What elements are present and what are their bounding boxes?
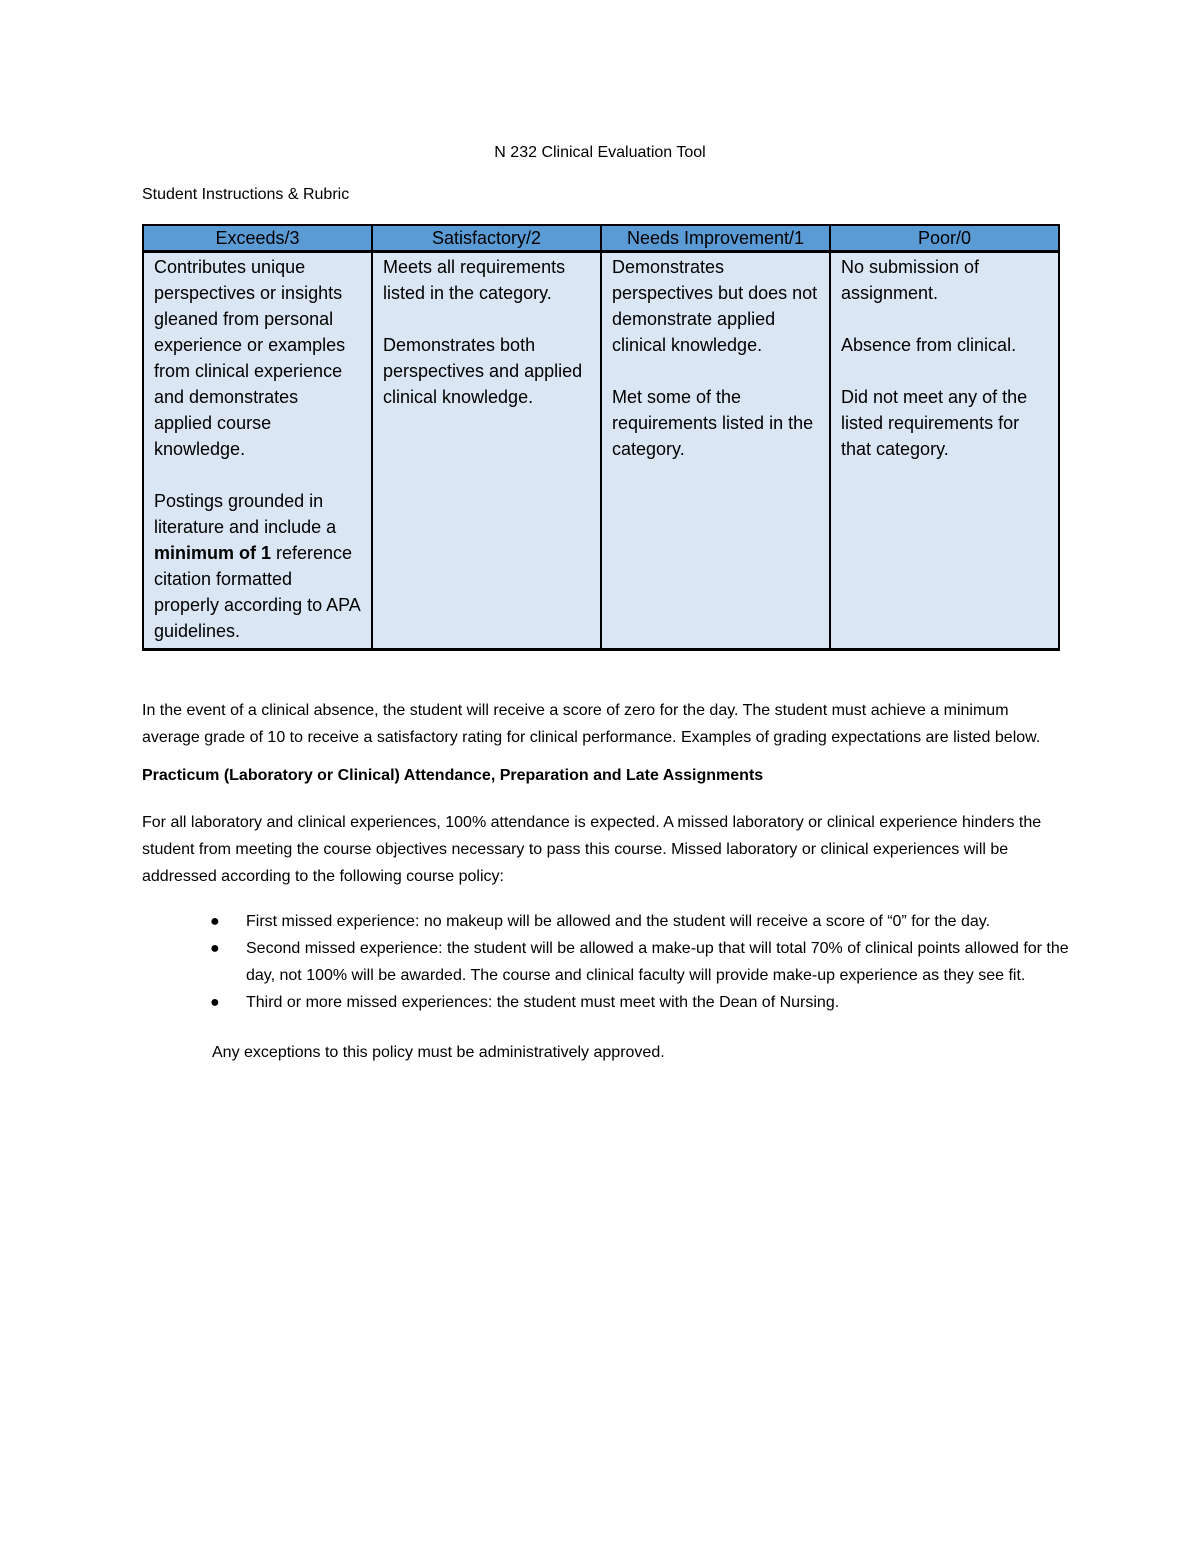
rubric-cell-exceeds xyxy=(143,252,372,650)
bullet-icon: ● xyxy=(210,940,220,957)
rubric-cell-needs-improvement xyxy=(601,252,830,650)
citation-text-before: Postings grounded in literature and include a xyxy=(154,491,337,537)
rubric-header-needs-improvement: Needs Improvement/1 xyxy=(601,225,830,252)
policy-item-text: Third or more missed experiences: the student must meet with the Dean of Nursing. xyxy=(246,994,840,1011)
policy-item-text: First missed experience: no makeup will be allowed and the student will receive a score of “0” for the day. xyxy=(246,913,991,930)
rubric-table xyxy=(142,224,1060,651)
policy-item xyxy=(210,935,1070,989)
policy-list xyxy=(210,908,1070,1016)
practicum-heading: Practicum (Laboratory or Clinical) Attendance, Preparation and Late Assignments xyxy=(142,767,764,784)
policy-item xyxy=(210,989,1070,1016)
needs-improvement-criteria-text: Met some of the requirements listed in the category. xyxy=(612,387,814,459)
rubric-header-exceeds: Exceeds/3 xyxy=(143,225,372,252)
satisfactory-criteria-text: Demonstrates both perspectives and applied clinical knowledge. xyxy=(383,335,583,407)
rubric-criteria-row xyxy=(143,252,1059,650)
rubric-cell-satisfactory xyxy=(372,252,601,650)
exceptions-paragraph: Any exceptions to this policy must be administratively approved. xyxy=(212,1044,665,1061)
satisfactory-criteria-text: Meets all requirements listed in the category. xyxy=(383,257,566,303)
rubric-header-row xyxy=(143,225,1059,252)
poor-criteria-text: No submission of assignment. xyxy=(841,257,980,303)
exceeds-citation-text xyxy=(154,488,361,644)
poor-criteria-text: Did not meet any of the listed requirements for that category. xyxy=(841,387,1028,459)
policy-item-text: Second missed experience: the student will be allowed a make-up that will total 70% of clinical points allowed for the day, not 100% will be awarded. The course and clinical faculty will provide make-up experience as they see fit. xyxy=(246,940,1069,984)
attendance-paragraph: For all laboratory and clinical experiences, 100% attendance is expected. A missed laboratory or clinical experience hinders the student from meeting the course objectives necessary to pass this course. Missed laboratory or clinical experiences will be addressed according to the following course policy: xyxy=(142,814,1042,885)
poor-criteria-text: Absence from clinical. xyxy=(841,335,1017,355)
page-title: N 232 Clinical Evaluation Tool xyxy=(494,144,706,161)
citation-minimum-emphasis: minimum of 1 xyxy=(154,543,272,563)
absence-paragraph: In the event of a clinical absence, the student will receive a score of zero for the day. The student must achieve a minimum average grade of 10 to receive a satisfactory rating for clinical performance. Examples of grading expectations are listed below. xyxy=(142,702,1041,746)
bullet-icon: ● xyxy=(210,913,220,930)
rubric-header-poor: Poor/0 xyxy=(830,225,1059,252)
citation-text-after: reference citation formatted properly according to APA guidelines. xyxy=(154,543,360,641)
exceeds-criteria-text: Contributes unique perspectives or insights gleaned from personal experience or examples from clinical experience and demonstrates applied course knowledge. xyxy=(154,257,346,459)
bullet-icon: ● xyxy=(210,994,220,1011)
rubric-header-satisfactory: Satisfactory/2 xyxy=(372,225,601,252)
needs-improvement-criteria-text: Demonstrates perspectives but does not demonstrate applied clinical knowledge. xyxy=(612,257,818,355)
rubric-cell-poor xyxy=(830,252,1059,650)
section-title: Student Instructions & Rubric xyxy=(142,186,350,203)
policy-item xyxy=(210,908,1070,935)
